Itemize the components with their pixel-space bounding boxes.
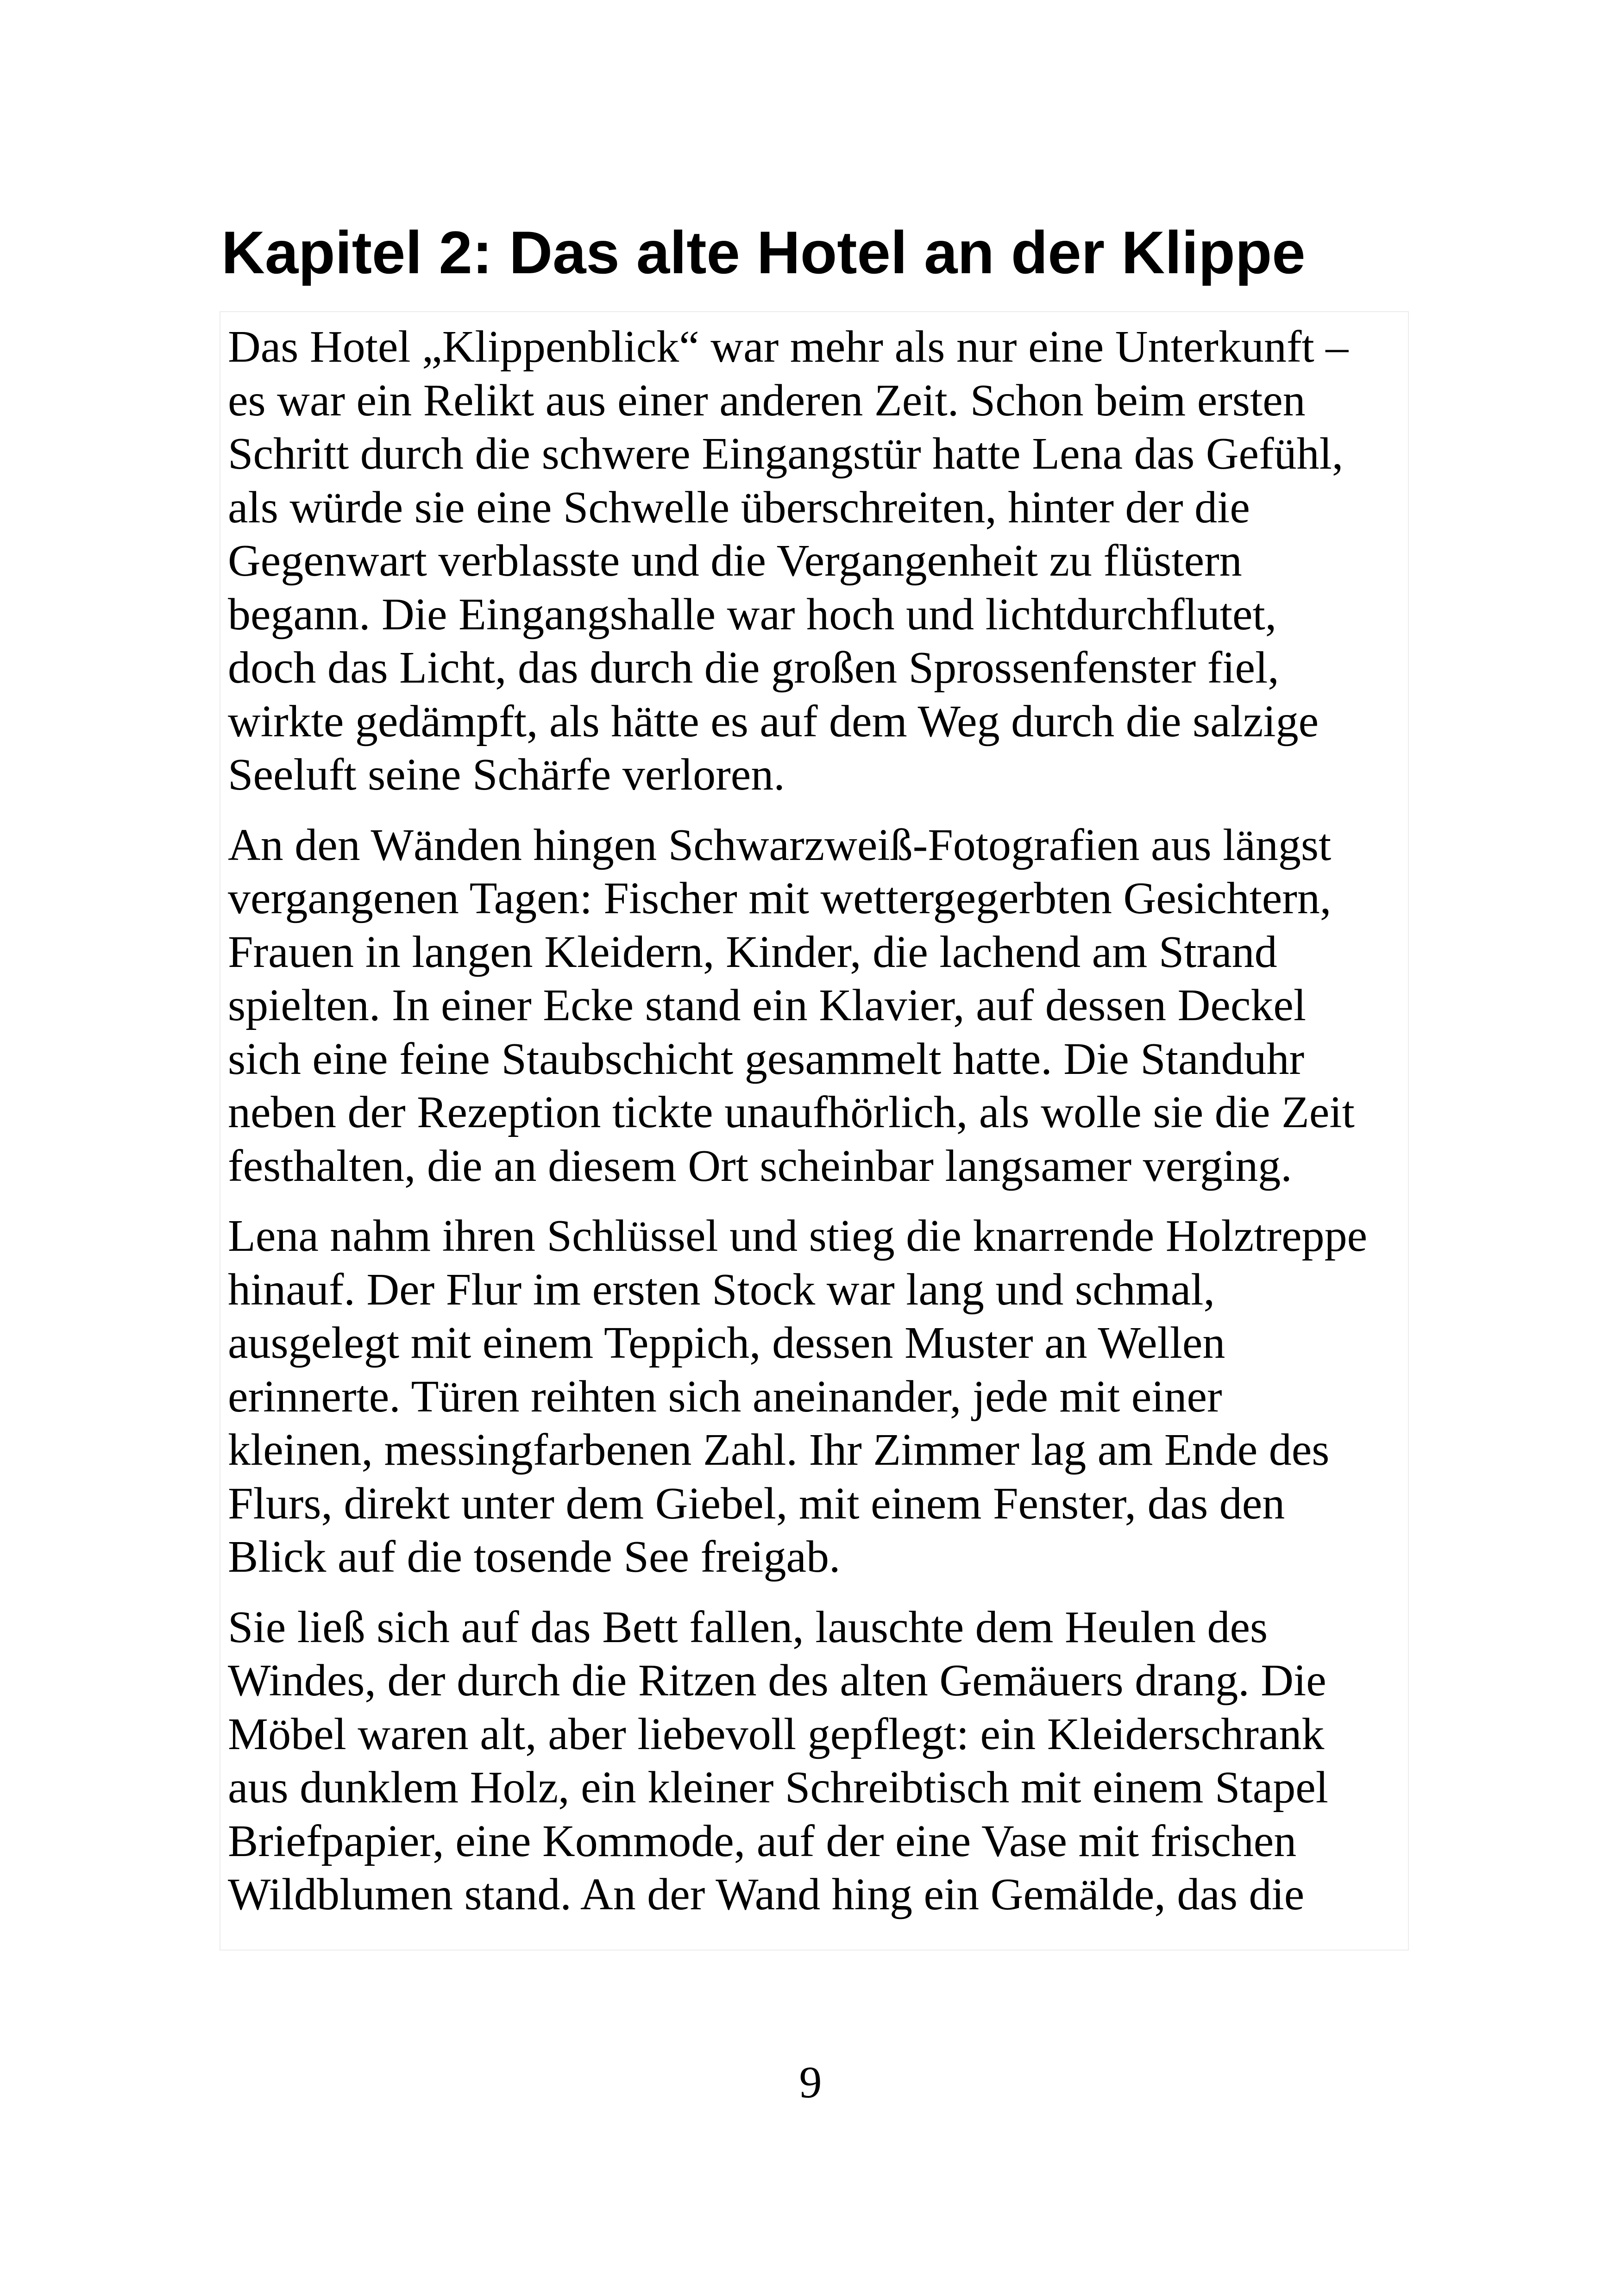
text-line: doch das Licht, das durch die großen Sprossenfenster fiel, <box>228 643 1279 693</box>
text-line: festhalten, die an diesem Ort scheinbar langsamer verging. <box>228 1141 1292 1191</box>
text-line: Briefpapier, eine Kommode, auf der eine Vase mit frischen <box>228 1816 1297 1866</box>
text-line: aus dunklem Holz, ein kleiner Schreibtisch mit einem Stapel <box>228 1763 1328 1813</box>
text-line: Das Hotel „Klippenblick“ war mehr als nur eine Unterkunft – <box>228 322 1349 372</box>
text-line: begann. Die Eingangshalle war hoch und lichtdurchflutet, <box>228 589 1277 640</box>
text-line: Sie ließ sich auf das Bett fallen, lauschte dem Heulen des <box>228 1602 1268 1652</box>
text-line: hinauf. Der Flur im ersten Stock war lang und schmal, <box>228 1264 1215 1315</box>
text-line: Seeluft seine Schärfe verloren. <box>228 750 785 800</box>
text-line: es war ein Relikt aus einer anderen Zeit. Schon beim ersten <box>228 375 1306 426</box>
text-line: Frauen in langen Kleidern, Kinder, die lachend am Strand <box>228 927 1277 977</box>
text-line: Möbel waren alt, aber liebevoll gepflegt: ein Kleiderschrank <box>228 1709 1325 1759</box>
chapter-title: Kapitel 2: Das alte Hotel an der Klippe <box>221 219 1306 286</box>
text-line: erinnerte. Türen reihten sich aneinander, jede mit einer <box>228 1371 1222 1422</box>
body-paragraph <box>228 320 1408 802</box>
text-frame <box>220 311 1409 1951</box>
text-line: Flurs, direkt unter dem Giebel, mit einem Fenster, das den <box>228 1478 1285 1529</box>
text-line: als würde sie eine Schwelle überschreiten, hinter der die <box>228 482 1250 533</box>
page-number: 9 <box>799 2058 822 2108</box>
body-paragraph <box>228 819 1408 1193</box>
text-line: vergangenen Tagen: Fischer mit wettergegerbten Gesichtern, <box>228 873 1332 923</box>
text-line: Blick auf die tosende See freigab. <box>228 1532 841 1582</box>
text-line: ausgelegt mit einem Teppich, dessen Muster an Wellen <box>228 1318 1225 1368</box>
text-line: An den Wänden hingen Schwarzweiß-Fotografien aus längst <box>228 820 1332 870</box>
body-paragraph <box>228 1210 1408 1584</box>
text-line: Wildblumen stand. An der Wand hing ein Gemälde, das die <box>228 1869 1305 1920</box>
text-line: Lena nahm ihren Schlüssel und stieg die knarrende Holztreppe <box>228 1211 1368 1261</box>
text-line: neben der Rezeption tickte unaufhörlich, als wolle sie die Zeit <box>228 1087 1355 1137</box>
text-line: Windes, der durch die Ritzen des alten Gemäuers drang. Die <box>228 1656 1326 1706</box>
text-line: spielten. In einer Ecke stand ein Klavier, auf dessen Deckel <box>228 980 1307 1030</box>
body-paragraph <box>228 1601 1408 1922</box>
text-line: Schritt durch die schwere Eingangstür hatte Lena das Gefühl, <box>228 429 1344 479</box>
text-line: wirkte gedämpft, als hätte es auf dem Weg durch die salzige <box>228 696 1319 747</box>
text-line: Gegenwart verblasste und die Vergangenheit zu flüstern <box>228 536 1242 586</box>
text-line: kleinen, messingfarbenen Zahl. Ihr Zimmer lag am Ende des <box>228 1425 1330 1475</box>
text-line: sich eine feine Staubschicht gesammelt hatte. Die Standuhr <box>228 1034 1305 1084</box>
